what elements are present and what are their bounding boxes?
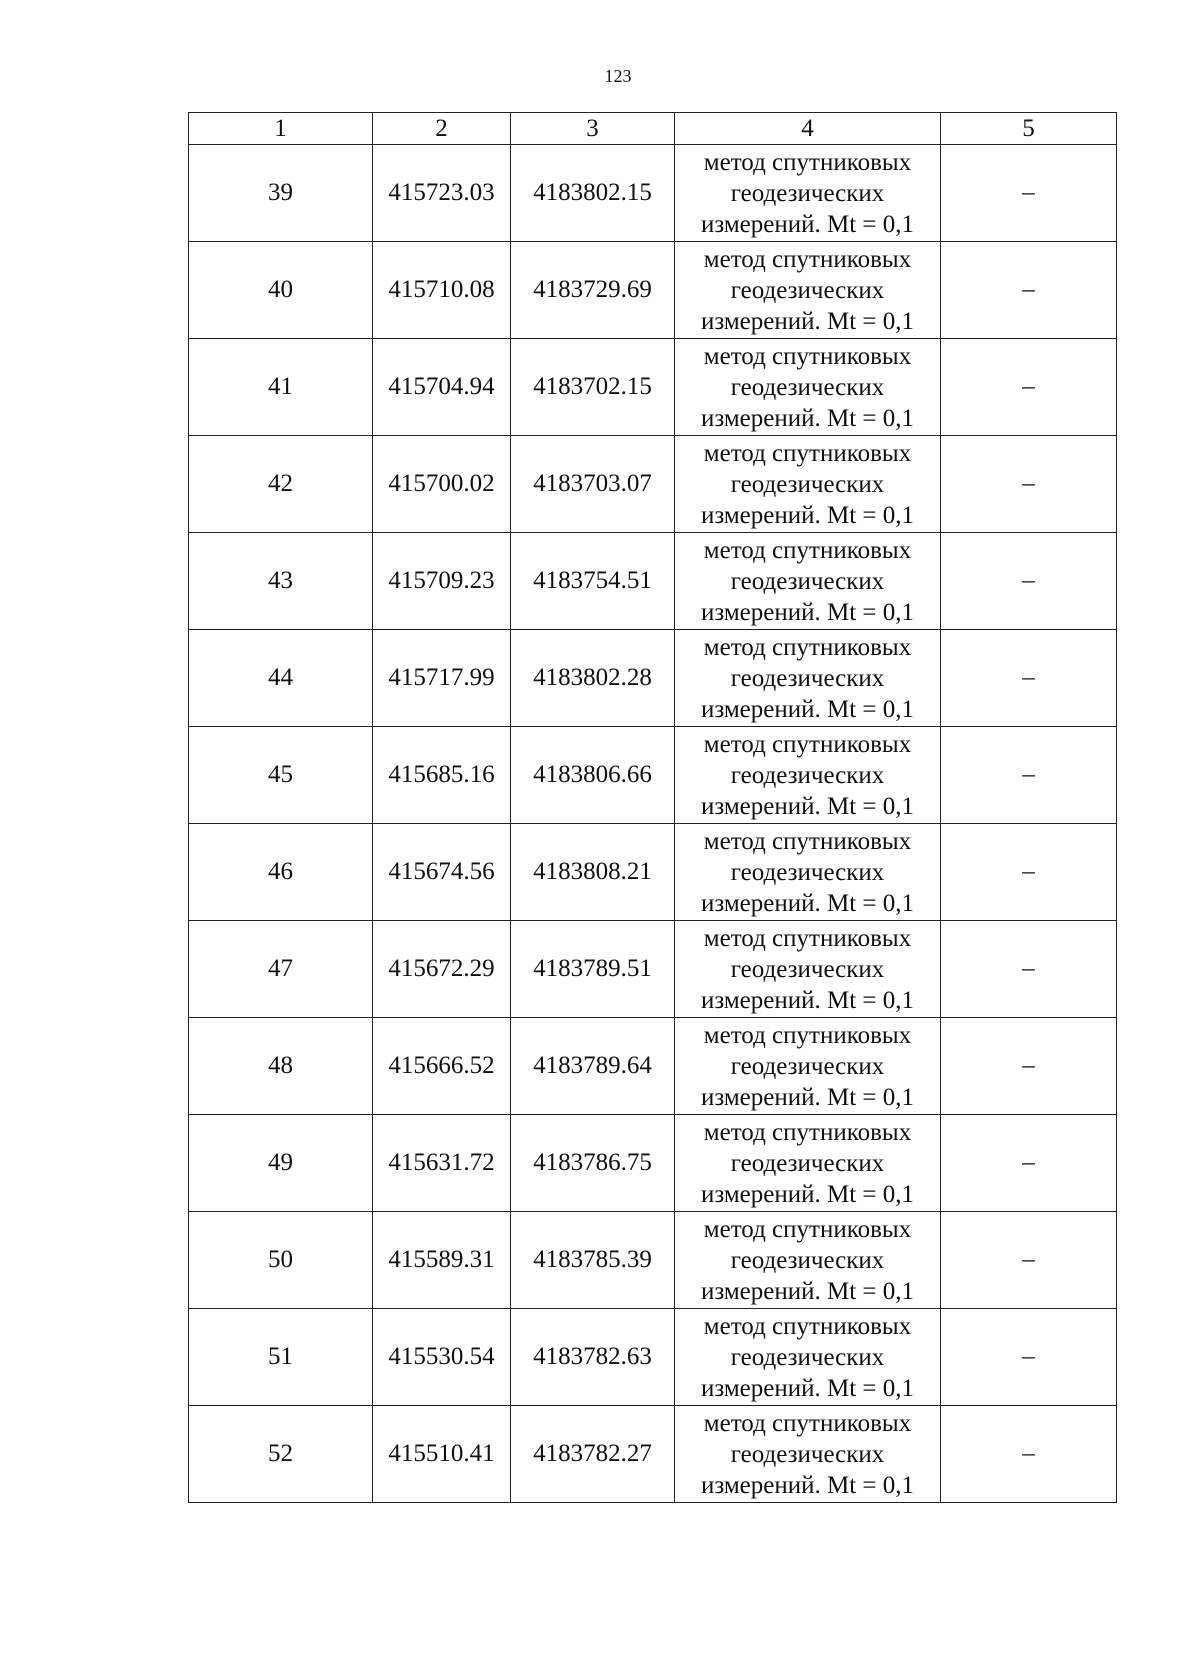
method-line: геодезических — [730, 1343, 885, 1371]
table-row — [189, 921, 1117, 1018]
point-number-cell: 48 — [189, 1018, 373, 1115]
y-coordinate-cell: 4183754.51 — [511, 533, 675, 630]
method-line: измерений. Mt = 0,1 — [700, 1180, 915, 1208]
table-row — [189, 630, 1117, 727]
method-line: геодезических — [730, 567, 885, 595]
method-cell — [675, 1406, 941, 1503]
table-row — [189, 436, 1117, 533]
note-cell: – — [941, 242, 1117, 339]
y-coordinate-cell: 4183785.39 — [511, 1212, 675, 1309]
table-row — [189, 1309, 1117, 1406]
method-line: измерений. Mt = 0,1 — [700, 598, 915, 626]
note-cell: – — [941, 145, 1117, 242]
method-line: геодезических — [730, 470, 885, 498]
method-line: геодезических — [730, 761, 885, 789]
method-line: метод спутниковых — [703, 1409, 912, 1437]
method-line: метод спутниковых — [703, 1021, 912, 1049]
y-coordinate-cell: 4183789.64 — [511, 1018, 675, 1115]
method-cell — [675, 1018, 941, 1115]
x-coordinate-cell: 415710.08 — [373, 242, 511, 339]
x-coordinate-cell: 415510.41 — [373, 1406, 511, 1503]
column-header-4: 4 — [675, 113, 941, 145]
x-coordinate-cell: 415685.16 — [373, 727, 511, 824]
method-line: геодезических — [730, 1052, 885, 1080]
point-number-cell: 42 — [189, 436, 373, 533]
method-cell — [675, 1212, 941, 1309]
y-coordinate-cell: 4183782.27 — [511, 1406, 675, 1503]
point-number-cell: 44 — [189, 630, 373, 727]
column-header-3: 3 — [511, 113, 675, 145]
method-line: метод спутниковых — [703, 1118, 912, 1146]
method-line: геодезических — [730, 858, 885, 886]
method-line: измерений. Mt = 0,1 — [700, 1374, 915, 1402]
x-coordinate-cell: 415709.23 — [373, 533, 511, 630]
table-row — [189, 824, 1117, 921]
method-cell — [675, 533, 941, 630]
method-cell — [675, 921, 941, 1018]
point-number-cell: 50 — [189, 1212, 373, 1309]
table-row — [189, 339, 1117, 436]
column-header-2: 2 — [373, 113, 511, 145]
y-coordinate-cell: 4183802.15 — [511, 145, 675, 242]
x-coordinate-cell: 415700.02 — [373, 436, 511, 533]
method-cell — [675, 436, 941, 533]
method-line: геодезических — [730, 373, 885, 401]
x-coordinate-cell: 415717.99 — [373, 630, 511, 727]
method-cell — [675, 727, 941, 824]
method-line: измерений. Mt = 0,1 — [700, 986, 915, 1014]
note-cell: – — [941, 1212, 1117, 1309]
method-line: измерений. Mt = 0,1 — [700, 792, 915, 820]
method-line: измерений. Mt = 0,1 — [700, 404, 915, 432]
note-cell: – — [941, 921, 1117, 1018]
method-line: геодезических — [730, 179, 885, 207]
method-cell — [675, 145, 941, 242]
note-cell: – — [941, 727, 1117, 824]
method-line: метод спутниковых — [703, 148, 912, 176]
note-cell: – — [941, 1115, 1117, 1212]
method-line: метод спутниковых — [703, 536, 912, 564]
table-body — [189, 145, 1117, 1503]
table-row — [189, 1115, 1117, 1212]
y-coordinate-cell: 4183703.07 — [511, 436, 675, 533]
method-cell — [675, 1115, 941, 1212]
method-line: метод спутниковых — [703, 1215, 912, 1243]
header-row — [189, 113, 1117, 145]
note-cell: – — [941, 339, 1117, 436]
table-row — [189, 1406, 1117, 1503]
x-coordinate-cell: 415723.03 — [373, 145, 511, 242]
note-cell: – — [941, 1406, 1117, 1503]
y-coordinate-cell: 4183802.28 — [511, 630, 675, 727]
point-number-cell: 40 — [189, 242, 373, 339]
column-header-5: 5 — [941, 113, 1117, 145]
table-row — [189, 1212, 1117, 1309]
y-coordinate-cell: 4183782.63 — [511, 1309, 675, 1406]
method-line: метод спутниковых — [703, 1312, 912, 1340]
method-line: метод спутниковых — [703, 827, 912, 855]
table-header — [189, 113, 1117, 145]
method-line: измерений. Mt = 0,1 — [700, 1083, 915, 1111]
y-coordinate-cell: 4183729.69 — [511, 242, 675, 339]
point-number-cell: 43 — [189, 533, 373, 630]
method-line: измерений. Mt = 0,1 — [700, 307, 915, 335]
x-coordinate-cell: 415666.52 — [373, 1018, 511, 1115]
x-coordinate-cell: 415530.54 — [373, 1309, 511, 1406]
point-number-cell: 51 — [189, 1309, 373, 1406]
point-number-cell: 41 — [189, 339, 373, 436]
method-line: метод спутниковых — [703, 633, 912, 661]
method-cell — [675, 339, 941, 436]
x-coordinate-cell: 415672.29 — [373, 921, 511, 1018]
method-line: геодезических — [730, 664, 885, 692]
method-line: измерений. Mt = 0,1 — [700, 1277, 915, 1305]
x-coordinate-cell: 415589.31 — [373, 1212, 511, 1309]
method-line: метод спутниковых — [703, 342, 912, 370]
method-line: измерений. Mt = 0,1 — [700, 695, 915, 723]
y-coordinate-cell: 4183808.21 — [511, 824, 675, 921]
table-row — [189, 727, 1117, 824]
x-coordinate-cell: 415704.94 — [373, 339, 511, 436]
point-number-cell: 47 — [189, 921, 373, 1018]
note-cell: – — [941, 1018, 1117, 1115]
method-line: геодезических — [730, 955, 885, 983]
y-coordinate-cell: 4183789.51 — [511, 921, 675, 1018]
point-number-cell: 45 — [189, 727, 373, 824]
method-cell — [675, 630, 941, 727]
point-number-cell: 46 — [189, 824, 373, 921]
method-line: геодезических — [730, 276, 885, 304]
coordinates-table — [188, 112, 1117, 1503]
note-cell: – — [941, 824, 1117, 921]
table-row — [189, 1018, 1117, 1115]
note-cell: – — [941, 630, 1117, 727]
method-line: метод спутниковых — [703, 730, 912, 758]
note-cell: – — [941, 533, 1117, 630]
method-line: измерений. Mt = 0,1 — [700, 210, 915, 238]
method-line: метод спутниковых — [703, 924, 912, 952]
method-line: измерений. Mt = 0,1 — [700, 889, 915, 917]
table-row — [189, 145, 1117, 242]
page-number: 123 — [604, 66, 632, 86]
method-line: метод спутниковых — [703, 245, 912, 273]
method-cell — [675, 824, 941, 921]
y-coordinate-cell: 4183786.75 — [511, 1115, 675, 1212]
method-line: измерений. Mt = 0,1 — [700, 1471, 915, 1499]
method-line: геодезических — [730, 1440, 885, 1468]
method-line: метод спутниковых — [703, 439, 912, 467]
point-number-cell: 49 — [189, 1115, 373, 1212]
point-number-cell: 52 — [189, 1406, 373, 1503]
method-line: измерений. Mt = 0,1 — [700, 501, 915, 529]
method-line: геодезических — [730, 1149, 885, 1177]
method-cell — [675, 1309, 941, 1406]
x-coordinate-cell: 415674.56 — [373, 824, 511, 921]
note-cell: – — [941, 436, 1117, 533]
table-row — [189, 242, 1117, 339]
y-coordinate-cell: 4183806.66 — [511, 727, 675, 824]
y-coordinate-cell: 4183702.15 — [511, 339, 675, 436]
point-number-cell: 39 — [189, 145, 373, 242]
table-row — [189, 533, 1117, 630]
note-cell: – — [941, 1309, 1117, 1406]
column-header-1: 1 — [189, 113, 373, 145]
method-cell — [675, 242, 941, 339]
x-coordinate-cell: 415631.72 — [373, 1115, 511, 1212]
method-line: геодезических — [730, 1246, 885, 1274]
